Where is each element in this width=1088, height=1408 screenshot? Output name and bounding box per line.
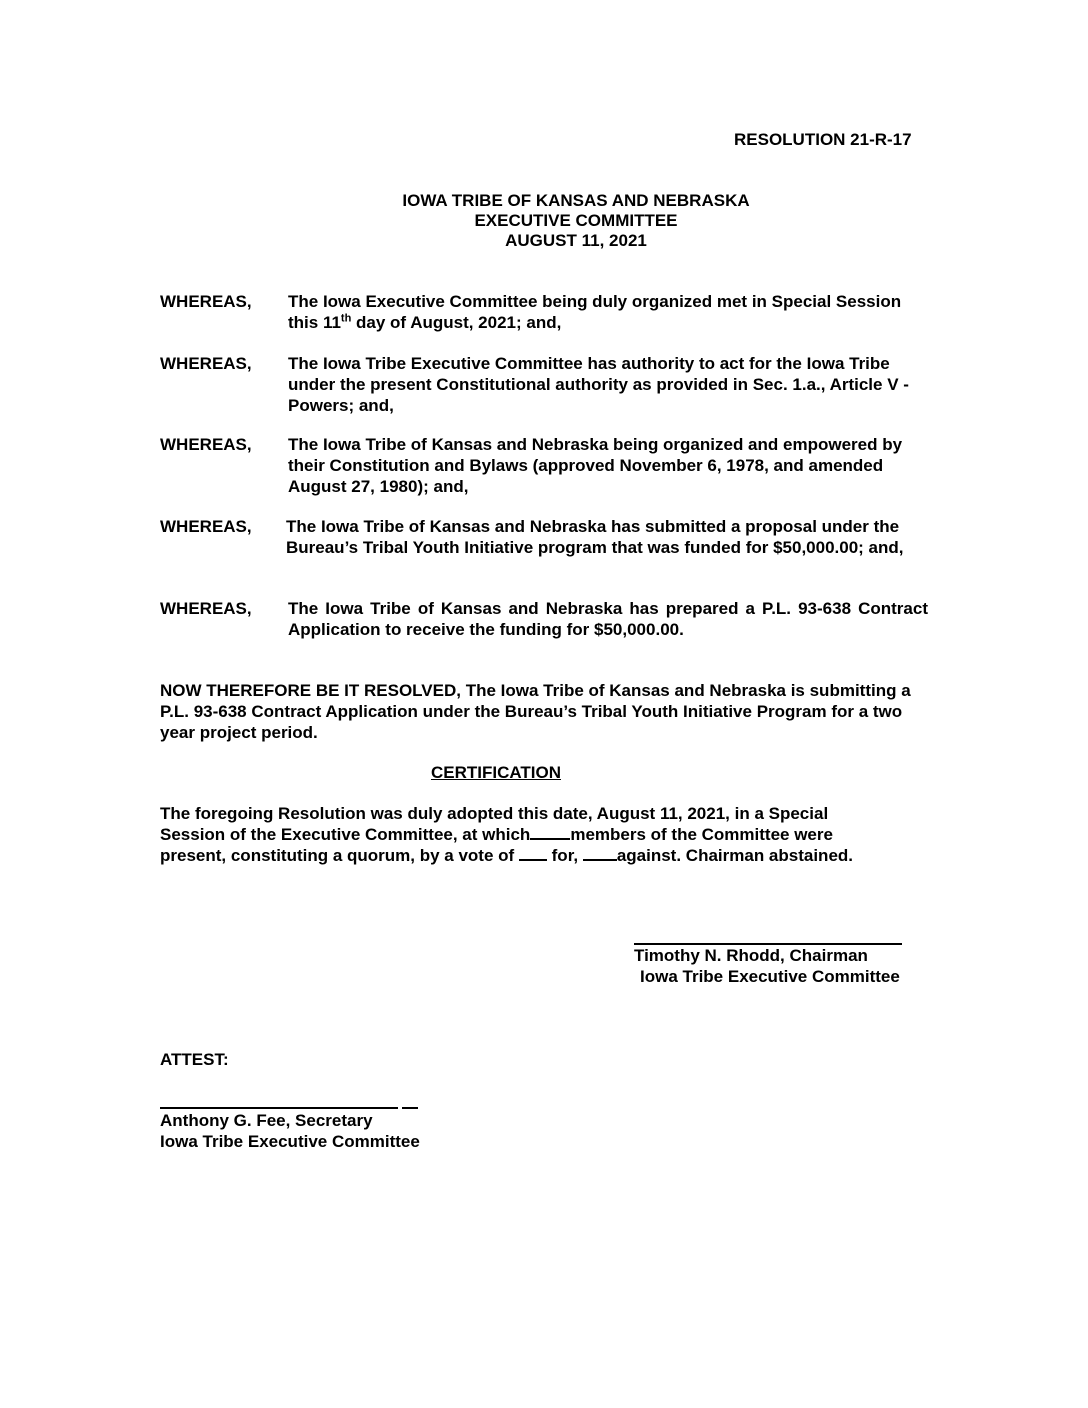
ordinal-suffix: th — [340, 312, 352, 325]
resolved-text: The Iowa Tribe of Kansas and Nebraska is submitting a P.L. 93-638 Contract Application under the Bureau’s Tribal Youth Initiative Program for a two year project period. — [160, 681, 911, 742]
whereas-text: The Iowa Tribe of Kansas and Nebraska has submitted a proposal under the Bureau’s Tribal Youth Initiative program that was funded for $50,000.00; and, — [286, 517, 904, 557]
whereas-clause-4 — [160, 516, 928, 558]
certification-heading: CERTIFICATION — [430, 763, 561, 782]
resolved-clause — [160, 680, 928, 743]
votes-for-blank — [519, 845, 547, 861]
votes-against-blank — [583, 845, 617, 861]
resolved-lead: NOW THEREFORE BE IT RESOLVED, — [160, 681, 461, 700]
secretary-title: Iowa Tribe Executive Committee — [160, 1132, 420, 1151]
whereas-label: WHEREAS, — [160, 292, 252, 311]
whereas-clause-3 — [160, 434, 928, 497]
members-count-blank — [530, 824, 570, 840]
whereas-label: WHEREAS, — [160, 435, 252, 454]
whereas-label: WHEREAS, — [160, 354, 252, 373]
document-header — [0, 191, 1088, 251]
resolution-number: RESOLUTION 21-R-17 — [734, 130, 912, 149]
whereas-text: The Iowa Tribe of Kansas and Nebraska being organized and empowered by their Constitution and Bylaws (approved November 6, 1978, and amended August 27, 1980); and, — [288, 435, 903, 496]
attest-label: ATTEST: — [160, 1050, 229, 1069]
header-committee: EXECUTIVE COMMITTEE — [474, 211, 678, 230]
whereas-clause-2 — [160, 353, 928, 416]
header-tribe-name: IOWA TRIBE OF KANSAS AND NEBRASKA — [402, 191, 750, 210]
whereas-label: WHEREAS, — [160, 517, 252, 536]
signature-line-gap — [398, 1101, 402, 1109]
whereas-text: The Iowa Executive Committee being duly organized met in Special Session this 11th day of August, 2021; and, — [288, 292, 902, 332]
whereas-text: The Iowa Tribe Executive Committee has authority to act for the Iowa Tribe under the present Constitutional authority as provided in Sec. 1.a., Article V - Powers; and, — [288, 354, 909, 415]
secretary-name: Anthony G. Fee, Secretary — [160, 1111, 373, 1130]
whereas-text: The Iowa Tribe of Kansas and Nebraska has prepared a P.L. 93-638 Contract Application to receive the funding for $50,000.00. — [288, 599, 928, 639]
chairman-name: Timothy N. Rhodd, Chairman — [634, 946, 868, 965]
certification-text: The foregoing Resolution was duly adopted this date, August 11, 2021, in a Special Session of the Executive Committee, at which members of the Committee were present, constituting a quorum, by a vote of for, against. Chairman abstained. — [160, 804, 854, 865]
whereas-label: WHEREAS, — [160, 599, 252, 618]
secretary-signature-line — [160, 1107, 418, 1109]
whereas-clause-5 — [160, 598, 928, 640]
header-date: AUGUST 11, 2021 — [505, 231, 647, 250]
whereas-clause-1 — [160, 291, 928, 333]
chairman-title: Iowa Tribe Executive Committee — [640, 967, 900, 986]
